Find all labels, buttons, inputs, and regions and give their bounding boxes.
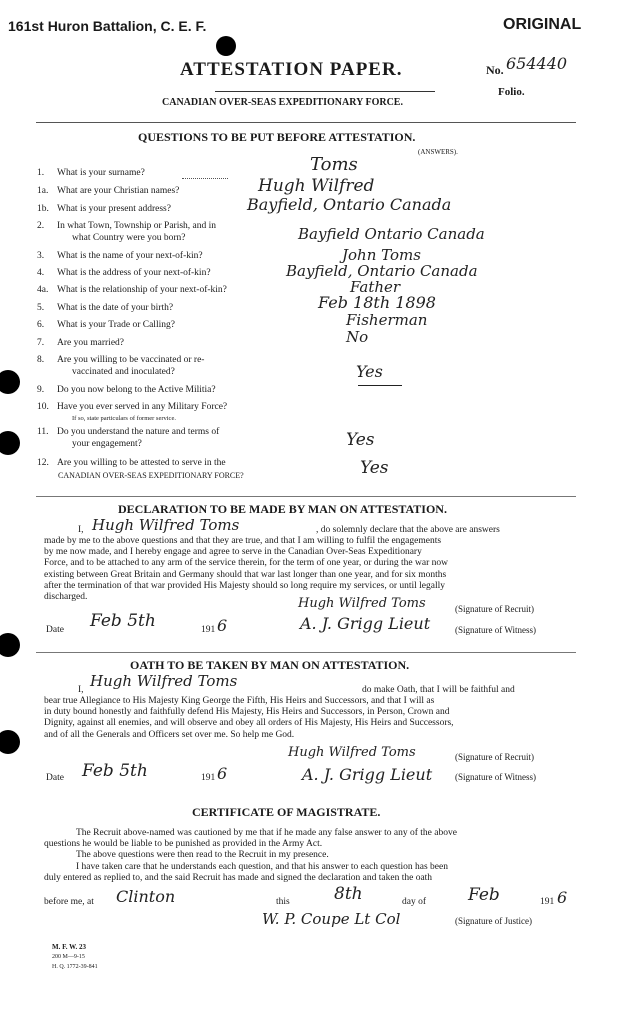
question-4: 4. What is the address of your next-of-kin? bbox=[37, 268, 211, 278]
oath-recruit-signature: Hugh Wilfred Toms bbox=[288, 745, 416, 760]
question-12-cont: CANADIAN OVER-SEAS EXPEDITIONARY FORCE? bbox=[58, 471, 244, 480]
answer-kin-address: Bayfield, Ontario Canada bbox=[286, 262, 478, 280]
certificate-month: Feb bbox=[468, 885, 500, 905]
number-label: No. bbox=[486, 63, 504, 77]
answer-birth-date: Feb 18th 1898 bbox=[318, 293, 436, 312]
section-rule-top bbox=[36, 122, 576, 123]
answer-christian-names: Hugh Wilfred bbox=[258, 176, 375, 196]
answer-willing: Yes bbox=[360, 458, 389, 478]
justice-label: (Signature of Justice) bbox=[455, 916, 532, 926]
oath-body: bear true Allegiance to His Majesty King George the Fifth, His Heirs and Successors, and that I will as in duty bound honestly and faithfully defend His Majesty, His Heirs and Successors, in Person, Crown and Dignity, against all enemies, and will observe and obey all orders of His Majesty, His Heirs and Successors, and of all the Generals and Officers set over me. So help me God. bbox=[44, 696, 454, 740]
certificate-title: CERTIFICATE OF MAGISTRATE. bbox=[192, 805, 381, 819]
declaration-date-value: Feb 5th bbox=[90, 611, 156, 631]
answer-vaccinated: Yes bbox=[356, 362, 383, 381]
question-11: 11. Do you understand the nature and terms of bbox=[37, 427, 220, 437]
declaration-recruit-label: (Signature of Recruit) bbox=[455, 604, 534, 614]
oath-date-value: Feb 5th bbox=[82, 761, 148, 781]
regimental-number: 654440 bbox=[506, 54, 568, 73]
oath-name: Hugh Wilfred Toms bbox=[90, 672, 238, 690]
oath-text-1: do make Oath, that I will be faithful and bbox=[362, 685, 515, 695]
punch-hole-left-1 bbox=[0, 370, 20, 394]
section-rule-oath bbox=[36, 652, 576, 653]
page-subtitle: CANADIAN OVER-SEAS EXPEDITIONARY FORCE. bbox=[162, 97, 403, 108]
certificate-body: The Recruit above-named was cautioned by me that if he made any false answer to any of the above questions he would be liable to be punished as provided in the Army Act. The above questions were then read to the Recruit in my presence. I have taken care that he understands each question, and that his answer to each question has been duly entered as replied to, and the said Recruit has made and signed the declaration and taken the oath bbox=[44, 828, 457, 883]
answers-label: (ANSWERS). bbox=[418, 148, 458, 156]
declaration-date-label: Date bbox=[46, 625, 64, 635]
certificate-day-of-label: day of bbox=[402, 897, 427, 907]
declaration-year-suffix: 6 bbox=[217, 616, 228, 635]
question-12: 12. Are you willing to be attested to serve in the bbox=[37, 458, 226, 468]
header-rule bbox=[215, 91, 435, 92]
answer-next-of-kin: John Toms bbox=[342, 246, 421, 264]
oath-witness-label: (Signature of Witness) bbox=[455, 772, 536, 782]
declaration-year-prefix: 191 bbox=[201, 625, 216, 635]
section-rule-declaration bbox=[36, 496, 576, 497]
question-11-cont: your engagement? bbox=[72, 439, 142, 449]
question-6: 6. What is your Trade or Calling? bbox=[37, 320, 175, 330]
question-1a: 1a. What are your Christian names? bbox=[37, 186, 180, 196]
question-4a: 4a. What is the relationship of your next-of-kin? bbox=[37, 285, 227, 295]
original-label: ORIGINAL bbox=[503, 16, 582, 33]
answer-married: No bbox=[346, 328, 369, 346]
punch-hole-top bbox=[216, 36, 236, 56]
question-8: 8. Are you willing to be vaccinated or re- bbox=[37, 355, 205, 365]
answer-militia-dash bbox=[358, 385, 402, 386]
punch-hole-left-3 bbox=[0, 633, 20, 657]
question-7: 7. Are you married? bbox=[37, 338, 124, 348]
oath-recruit-label: (Signature of Recruit) bbox=[455, 752, 534, 762]
oath-witness-signature: A. J. Grigg Lieut bbox=[302, 765, 433, 784]
oath-year-suffix: 6 bbox=[217, 764, 228, 783]
declaration-recruit-signature: Hugh Wilfred Toms bbox=[298, 596, 426, 611]
certificate-year-suffix: 6 bbox=[557, 888, 568, 907]
question-2: 2. In what Town, Township or Parish, and in bbox=[37, 221, 217, 231]
answer-surname: Toms bbox=[310, 154, 358, 175]
footer-hq-code: H. Q. 1772-39-841 bbox=[52, 964, 98, 970]
footer-form-code: M. F. W. 23 bbox=[52, 943, 86, 951]
answer-present-address: Bayfield, Ontario Canada bbox=[247, 195, 452, 214]
declaration-witness-label: (Signature of Witness) bbox=[455, 625, 536, 635]
oath-lead: I, bbox=[78, 685, 84, 695]
punch-hole-left-4 bbox=[0, 730, 20, 754]
certificate-this-label: this bbox=[276, 897, 290, 907]
oath-title: OATH TO BE TAKEN BY MAN ON ATTESTATION. bbox=[130, 658, 410, 672]
certificate-place: Clinton bbox=[116, 887, 176, 906]
oath-year-prefix: 191 bbox=[201, 773, 216, 783]
question-1: 1. What is your surname? bbox=[37, 168, 145, 178]
question-1b: 1b. What is your present address? bbox=[37, 204, 171, 214]
answer-trade: Fisherman bbox=[346, 311, 428, 329]
page-title: ATTESTATION PAPER. bbox=[180, 59, 403, 80]
question-10: 10. Have you ever served in any Military Force? bbox=[37, 402, 228, 412]
question-9: 9. Do you now belong to the Active Militia? bbox=[37, 385, 216, 395]
answer-relationship: Father bbox=[350, 278, 401, 296]
question-3: 3. What is the name of your next-of-kin? bbox=[37, 251, 203, 261]
certificate-year-prefix: 191 bbox=[540, 897, 555, 907]
declaration-text-1: , do solemnly declare that the above are answers bbox=[316, 525, 500, 535]
justice-signature: W. P. Coupe Lt Col bbox=[262, 910, 401, 928]
question-8-cont: vaccinated and inoculated? bbox=[72, 367, 175, 377]
declaration-body: made by me to the above questions and that they are true, and that I am willing to fulfil the engagements by me now made, and I hereby engage and agree to serve in the Canadian Over-Seas Expeditionary Force, and to be attached to any arm of the service therein, for the term of one year, or during the war now existing between Great Britain and Germany should that war last longer than one year, and for six months after the termination of that war provided His Majesty should so long require my services, or until legally discharged. bbox=[44, 536, 449, 603]
answer-birthplace: Bayfield Ontario Canada bbox=[298, 225, 485, 243]
folio-label: Folio. bbox=[498, 86, 525, 98]
answer-understand: Yes bbox=[346, 430, 375, 450]
declaration-title: DECLARATION TO BE MADE BY MAN ON ATTESTATION. bbox=[118, 502, 447, 516]
question-5: 5. What is the date of your birth? bbox=[37, 303, 174, 313]
declaration-name: Hugh Wilfred Toms bbox=[92, 516, 240, 534]
declaration-witness-signature: A. J. Grigg Lieut bbox=[300, 614, 431, 633]
certificate-day: 8th bbox=[334, 884, 363, 904]
questions-title: QUESTIONS TO BE PUT BEFORE ATTESTATION. bbox=[138, 130, 416, 144]
question-2-cont: what Country were you born? bbox=[72, 233, 186, 243]
oath-date-label: Date bbox=[46, 773, 64, 783]
punch-hole-left-2 bbox=[0, 431, 20, 455]
question-10-note: If so, state particulars of former service. bbox=[72, 415, 176, 422]
certificate-before-label: before me, at bbox=[44, 897, 94, 907]
footer-print-run: 200 M—9-15 bbox=[52, 954, 85, 960]
battalion-label: 161st Huron Battalion, C. E. F. bbox=[8, 18, 207, 34]
declaration-lead: I, bbox=[78, 525, 84, 535]
